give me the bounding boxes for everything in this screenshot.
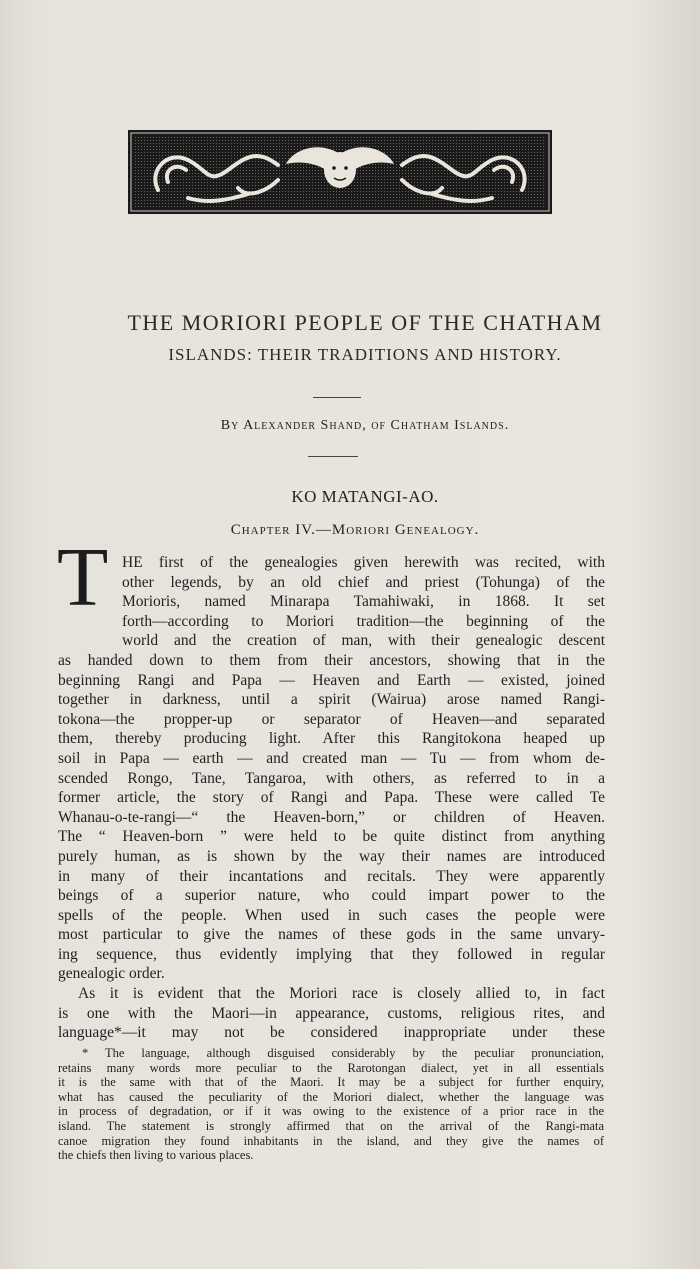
body-line: soil in Papa — earth — and created man — Tu — from whom de-	[58, 749, 605, 767]
drop-cap: T	[57, 531, 109, 624]
body-line: beings of a superior nature, who could impart power to the	[58, 887, 605, 905]
body-line: together in darkness, until a spirit (Wairua) arose named Rangi-	[58, 691, 605, 709]
body-line: HE first of the genealogies given herewith was recited, with	[122, 554, 605, 571]
body-text	[58, 553, 605, 1043]
footnote-line: retains many words more peculiar to the Rarotongan dialect, yet in all essentials	[58, 1060, 604, 1075]
body-line: most particular to give the names of these gods in the same unvary-	[58, 926, 605, 944]
footnote-line: canoe migration they found inhabitants in the island, and they give the names of	[58, 1133, 604, 1148]
article-title-line-2: ISLANDS: THEIR TRADITIONS AND HISTORY.	[168, 345, 562, 364]
body-line: purely human, as is shown by the way their names are introduced	[58, 847, 605, 865]
body-line: Whanau-o-te-rangi—“ the Heaven-born,” or children of Heaven.	[58, 808, 605, 826]
body-line: other legends, by an old chief and priest (Tohunga) of the	[122, 573, 605, 591]
body-line: in many of their incantations and recitals. They were apparently	[58, 867, 605, 885]
section-title: KO MATANGI-AO.	[291, 487, 439, 506]
body-line: tokona—the propper-up or separator of Heaven—and separated	[58, 710, 605, 728]
chapter-heading: Chapter IV.—Moriori Genealogy.	[230, 522, 480, 538]
body-line: world and the creation of man, with their genealogic descent	[122, 632, 605, 650]
body-line: language*—it may not be considered inappropriate under these	[58, 1024, 605, 1042]
author-byline: By Alexander Shand, of Chatham Islands.	[220, 418, 510, 433]
footnote-line: island. The statement is strongly affirmed that on the arrival of the Rangi-mata	[58, 1118, 604, 1133]
body-line: genealogic order.	[58, 965, 165, 983]
body-line: As it is evident that the Moriori race is closely allied to, in fact	[78, 985, 605, 1003]
footnote-line: * The language, although disguised considerably by the peculiar pronunciation,	[82, 1046, 604, 1060]
footnote-line: what has caused the peculiarity of the Moriori dialect, whether the language was	[58, 1089, 604, 1104]
article-title-line-1: THE MORIORI PEOPLE OF THE CHATHAM	[127, 310, 603, 335]
body-line: ing sequence, thus evidently implying that they followed in regular	[58, 945, 605, 963]
divider	[313, 397, 361, 398]
body-line: former article, the story of Rangi and Papa. These were called Te	[58, 789, 605, 807]
body-line: is one with the Maori—in appearance, customs, religious rites, and	[58, 1004, 605, 1022]
body-line: forth—according to Moriori tradition—the beginning of the	[122, 612, 605, 630]
footnote-line: in process of degradation, or if it was owing to the existence of a prior race in the	[58, 1104, 604, 1119]
body-line: them, thereby producing light. After this Rangitokona heaped up	[58, 730, 605, 748]
body-line: spells of the people. When used in such cases the people were	[58, 906, 605, 924]
ornamental-headpiece	[128, 130, 552, 214]
body-line: scended Rongo, Tane, Tangaroa, with others, as referred to in a	[58, 769, 605, 787]
body-line: Morioris, named Minarapa Tamahiwaki, in 1868. It set	[122, 593, 605, 611]
footnote	[58, 1046, 604, 1163]
body-line: as handed down to them from their ancestors, showing that in the	[58, 651, 605, 669]
footnote-line: the chiefs then living to various places.	[58, 1148, 254, 1163]
divider	[308, 456, 358, 457]
body-line: beginning Rangi and Papa — Heaven and Earth — existed, joined	[58, 671, 605, 689]
body-line: The “ Heaven-born ” were held to be quite distinct from anything	[58, 828, 605, 846]
footnote-line: it is the same with that of the Maori. It may be a subject for further enquiry,	[58, 1075, 604, 1090]
